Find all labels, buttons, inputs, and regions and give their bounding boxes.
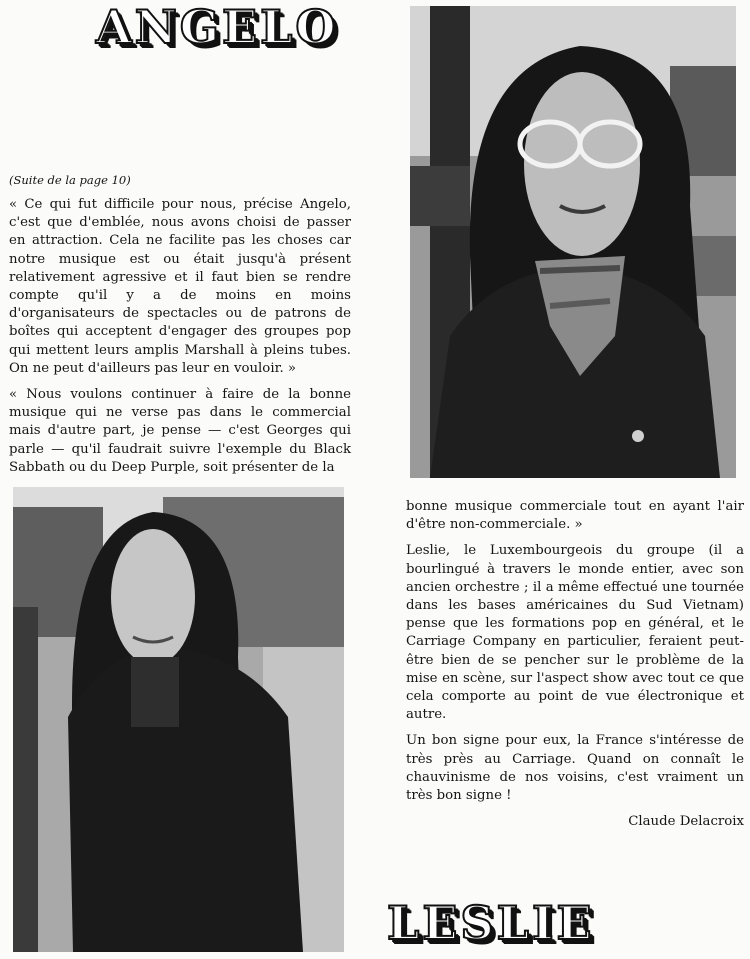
article-column-right <box>406 498 744 839</box>
article-column-left <box>9 172 351 485</box>
paragraph: Leslie, le Luxembourgeois du groupe (il a bourlingué à travers le monde entier, avec son ancien orchestre ; il a même effectué une tournée dans les bases américaines du Sud Vietnam) pense que les formations pop en général, et le Carriage Company en particulier, feraient peut-être bien de se pencher sur le problème de la mise en scène, sur l'aspect show avec tout ce que cela comporte au point de vue électronique et autre. <box>406 543 744 723</box>
paragraph: Un bon signe pour eux, la France s'intéresse de très près au Carriage. Quand on connaît le chauvinisme de nos voisins, c'est vraiment un très bon signe ! <box>406 733 744 804</box>
photo-leslie <box>13 487 344 952</box>
paragraph: bonne musique commerciale tout en ayant l'air d'être non-commerciale. » <box>406 499 744 533</box>
photo-angelo-illustration <box>410 6 736 478</box>
continuation-note: (Suite de la page 10) <box>9 173 131 187</box>
author-signature: Claude Delacroix <box>628 814 744 830</box>
paragraph: « Ce qui fut difficile pour nous, précise Angelo, c'est que d'emblée, nous avons choisi de passer en attraction. Cela ne facilite pas les choses car notre musique est ou était jusqu'à présent relativement agressive et il faut bien se rendre compte qu'il y a de moins en moins d'organisateurs de spectacles ou de patrons de boîtes qui acceptent d'engager des groupes pop qui mettent leurs amplis Marshall à pleins tubes. On ne peut d'ailleurs pas leur en vouloir. » <box>9 197 351 376</box>
title-leslie: LESLIE <box>387 896 595 950</box>
title-angelo: ANGELO <box>96 0 339 54</box>
photo-leslie-illustration <box>13 487 344 952</box>
paragraph: « Nous voulons continuer à faire de la bonne musique qui ne verse pas dans le commercial mais d'autre part, je pense — c'est Georges qui parle — qu'il faudrait suivre l'exemple du Black Sabbath ou du Deep Purple, soit présenter de la <box>9 387 351 475</box>
photo-angelo <box>410 6 736 478</box>
